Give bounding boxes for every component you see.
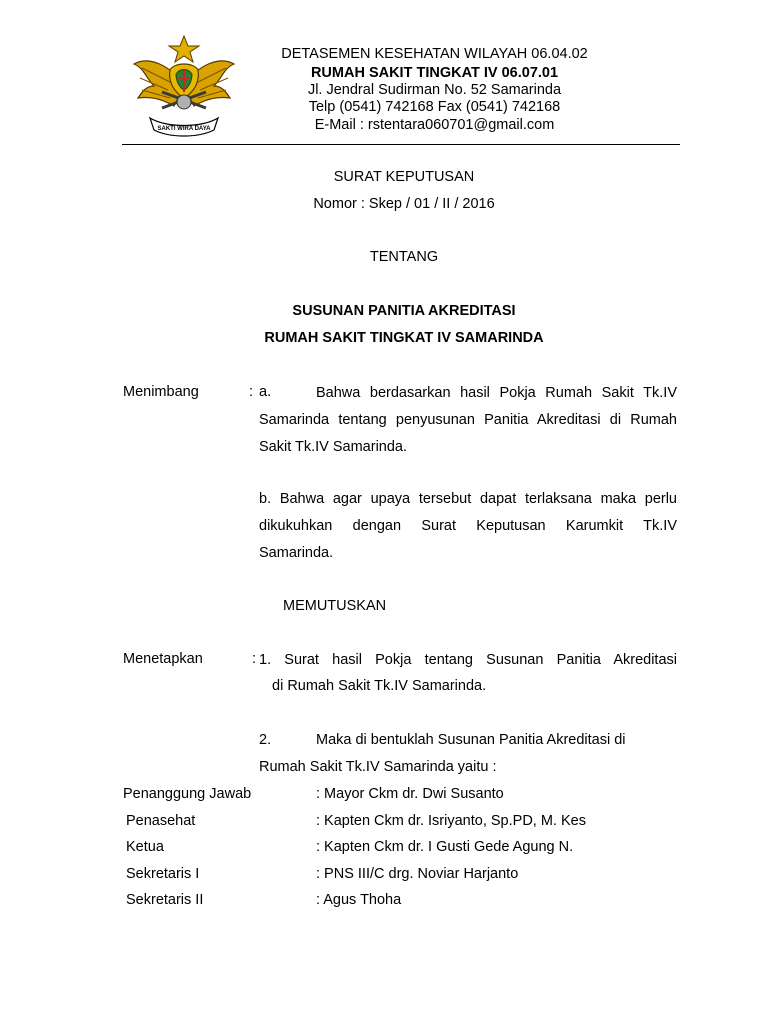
menimbang-a-line-2: Samarinda tentang penyusunan Panitia Akreditasi di Rumah: [259, 412, 677, 428]
menetapkan-item-2-line-1: Maka di bentuklah Susunan Panitia Akreditasi di: [316, 732, 626, 748]
menimbang-label: Menimbang: [123, 384, 199, 400]
menetapkan-item-1-line-2: di Rumah Sakit Tk.IV Samarinda.: [272, 678, 487, 694]
document-number: Nomor : Skep / 01 / II / 2016: [313, 196, 495, 212]
committee-role: Penasehat: [126, 813, 196, 829]
military-emblem-logo: [130, 34, 238, 138]
header-address: Jl. Jendral Sudirman No. 52 Samarinda: [307, 82, 562, 98]
menimbang-colon: :: [249, 384, 254, 400]
menimbang-b-line-1: b. Bahwa agar upaya tersebut dapat terlaksana maka perlu: [259, 491, 677, 507]
committee-role: Sekretaris I: [126, 866, 200, 882]
header-unit-name: DETASEMEN KESEHATAN WILAYAH 06.04.02: [281, 46, 588, 62]
subject-line-1: SUSUNAN PANITIA AKREDITASI: [292, 303, 516, 319]
committee-member: : PNS III/C drg. Noviar Harjanto: [316, 866, 519, 882]
committee-member: : Kapten Ckm dr. I Gusti Gede Agung N.: [316, 839, 574, 855]
menetapkan-label: Menetapkan: [123, 651, 203, 667]
menimbang-b-line-3: Samarinda.: [259, 545, 334, 561]
subject-line-2: RUMAH SAKIT TINGKAT IV SAMARINDA: [264, 330, 544, 346]
header-hospital-name: RUMAH SAKIT TINGKAT IV 06.07.01: [310, 65, 559, 81]
menetapkan-item-2-marker: 2.: [259, 732, 272, 748]
committee-member: : Kapten Ckm dr. Isriyanto, Sp.PD, M. Kes: [316, 813, 586, 829]
header-divider: [122, 144, 680, 145]
menimbang-a-line-1: Bahwa berdasarkan hasil Pokja Rumah Sakit Tk.IV: [316, 385, 677, 401]
menetapkan-item-1-line-1: 1. Surat hasil Pokja tentang Susunan Panitia Akreditasi: [259, 652, 677, 668]
menetapkan-colon: :: [252, 651, 257, 667]
menimbang-a-line-3: Sakit Tk.IV Samarinda.: [259, 439, 408, 455]
memutuskan-heading: MEMUTUSKAN: [283, 598, 387, 614]
menetapkan-item-2-line-2: Rumah Sakit Tk.IV Samarinda yaitu :: [259, 759, 497, 775]
menimbang-a-marker: a.: [259, 384, 272, 400]
committee-member: : Agus Thoha: [316, 892, 402, 908]
committee-member: : Mayor Ckm dr. Dwi Susanto: [316, 786, 504, 802]
document-title: SURAT KEPUTUSAN: [333, 169, 475, 185]
menimbang-b-line-2: dikukuhkan dengan Surat Keputusan Karumkit Tk.IV: [259, 518, 677, 534]
svg-text:SAKTI WIRA DAYA: SAKTI WIRA DAYA: [157, 126, 211, 132]
committee-role: Penanggung Jawab: [123, 786, 252, 802]
committee-role: Ketua: [126, 839, 164, 855]
about-heading: TENTANG: [369, 249, 439, 265]
header-email: E-Mail : rstentara060701@gmail.com: [314, 117, 555, 133]
committee-role: Sekretaris II: [126, 892, 204, 908]
header-phone-fax: Telp (0541) 742168 Fax (0541) 742168: [308, 99, 561, 115]
